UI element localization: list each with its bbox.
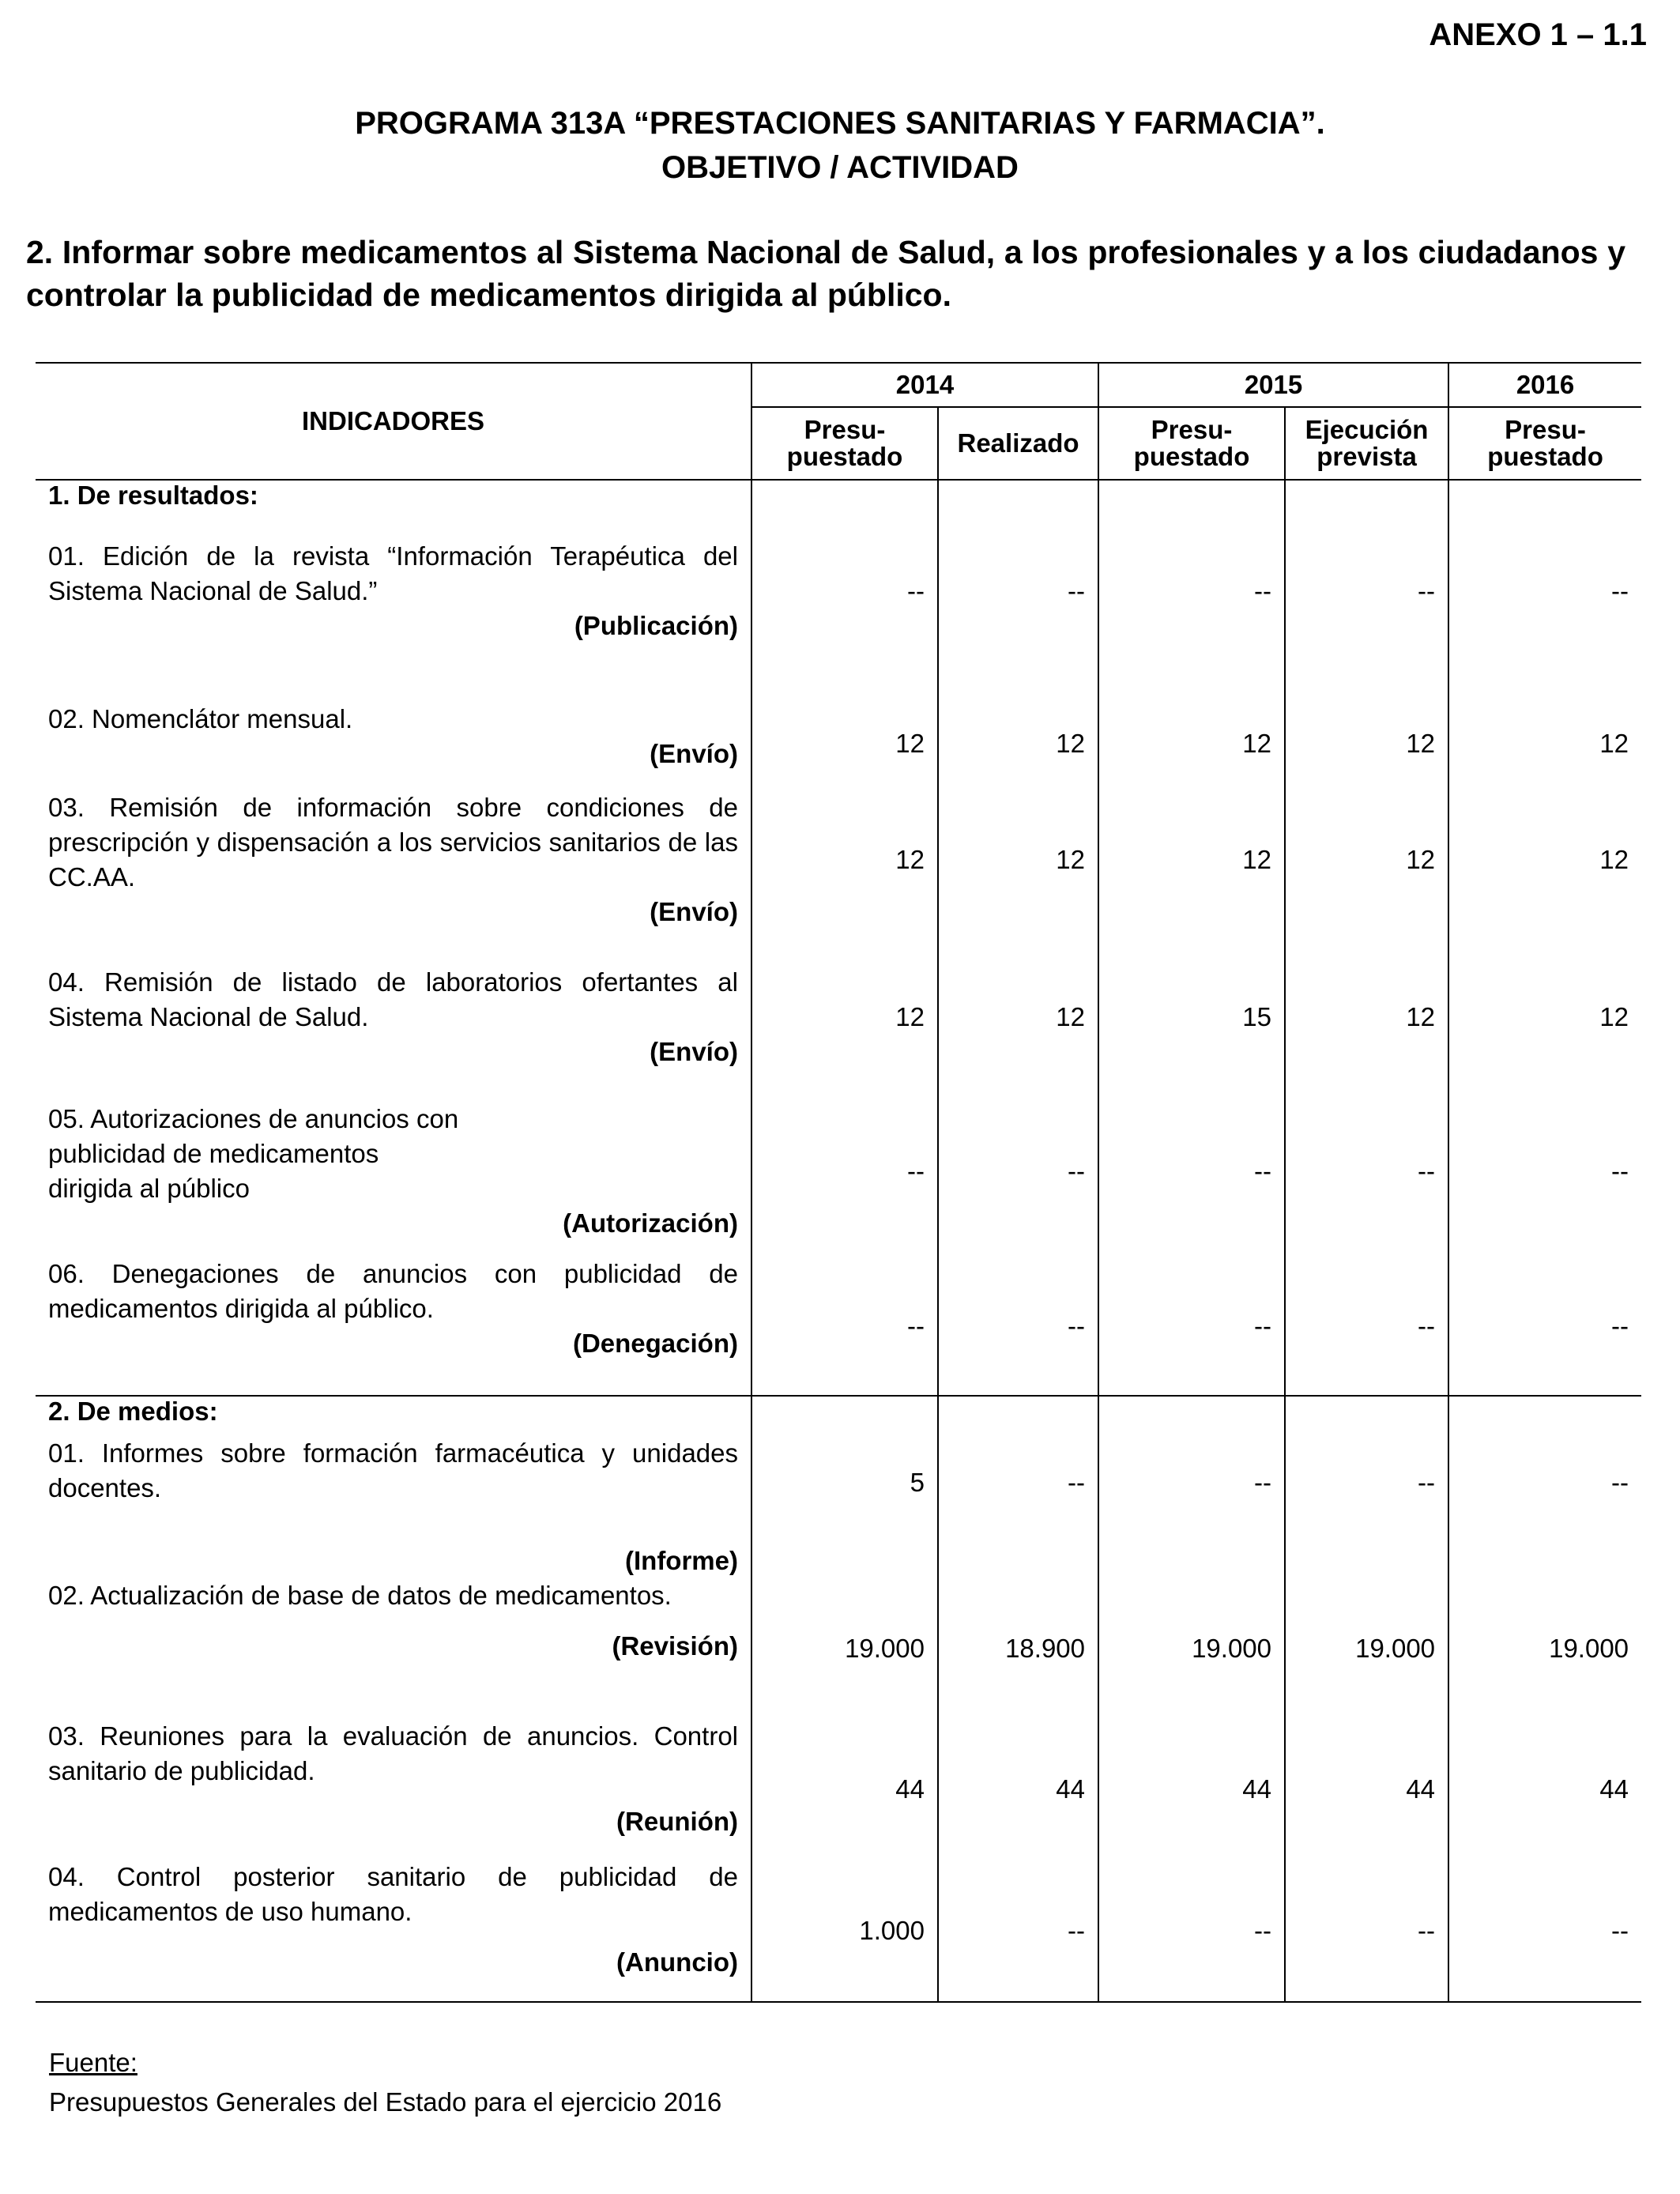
year-2014-header: 2014 xyxy=(751,363,1098,407)
value-cell: -- xyxy=(1448,520,1641,662)
indicator-cell xyxy=(36,662,751,771)
indicator-unit: (Envío) xyxy=(650,739,738,768)
program-title-line1: PROGRAMA 313A “PRESTACIONES SANITARIAS Y FARMACIA”. xyxy=(355,106,1325,141)
subheader-text: puestado xyxy=(1133,442,1250,471)
program-title-line2: OBJETIVO / ACTIVIDAD xyxy=(661,150,1019,185)
value-cell: 12 xyxy=(1285,662,1448,771)
value-cell: 12 xyxy=(1098,771,1285,948)
indicator-unit: (Denegación) xyxy=(572,1329,738,1358)
value-cell: 12 xyxy=(751,771,938,948)
indicators-table xyxy=(36,362,1641,2003)
value-cell: 12 xyxy=(938,948,1098,1086)
indicator-description: 01. Edición de la revista “Información Terapéutica del Sistema Nacional de Salud.” xyxy=(48,541,738,605)
value-cell: 44 xyxy=(1285,1719,1448,1860)
indicator-cell xyxy=(36,1257,751,1396)
value-cell: 44 xyxy=(1448,1719,1641,1860)
indicators-header: INDICADORES xyxy=(36,363,751,480)
value-cell: 12 xyxy=(1285,771,1448,948)
value-cell: -- xyxy=(1448,1086,1641,1257)
value-cell: -- xyxy=(1285,1436,1448,1578)
source-label: Fuente: xyxy=(49,2048,137,2077)
value-cell: -- xyxy=(938,520,1098,662)
value-cell: -- xyxy=(1448,1436,1641,1578)
indicator-cell xyxy=(36,771,751,948)
value-cell: 19.000 xyxy=(1098,1578,1285,1719)
source-text: Presupuestos Generales del Estado para el ejercicio 2016 xyxy=(49,2087,722,2117)
indicator-unit: (Anuncio) xyxy=(616,1947,738,1977)
table-row xyxy=(36,662,1641,771)
table-row xyxy=(36,520,1641,662)
value-cell: -- xyxy=(938,1257,1098,1396)
objective-heading: 2. Informar sobre medicamentos al Sistema Nacional de Salud, a los profesionales y a los ciudadanos y controlar la publicidad de medicamentos dirigida al público. xyxy=(26,234,1625,313)
year-2016-header: 2016 xyxy=(1448,363,1641,407)
indicator-cell xyxy=(36,1860,751,2002)
value-cell: -- xyxy=(751,1257,938,1396)
value-cell: 12 xyxy=(1448,771,1641,948)
subheader-2014-realizado xyxy=(938,407,1098,480)
value-cell: -- xyxy=(1098,1436,1285,1578)
indicator-unit: (Revisión) xyxy=(612,1631,738,1661)
indicator-description: 03. Remisión de información sobre condiciones de prescripción y dispensación a los servicios sanitarios de las CC.AA. xyxy=(48,793,738,892)
value-cell: -- xyxy=(1448,1860,1641,2002)
value-cell: 19.000 xyxy=(1448,1578,1641,1719)
table-row xyxy=(36,1086,1641,1257)
subheader-2014-presupuestado xyxy=(751,407,938,480)
table-row xyxy=(36,1860,1641,2002)
value-cell: 44 xyxy=(751,1719,938,1860)
subheader-text: Presu- xyxy=(1151,415,1233,444)
indicator-description: 06. Denegaciones de anuncios con publicidad de medicamentos dirigida al público. xyxy=(48,1259,738,1323)
indicator-description: 03. Reuniones para la evaluación de anuncios. Control sanitario de publicidad. xyxy=(48,1721,738,1785)
table-row xyxy=(36,1257,1641,1396)
subheader-2016-presupuestado xyxy=(1448,407,1641,480)
indicator-description: 04. Control posterior sanitario de publicidad de medicamentos de uso humano. xyxy=(48,1862,738,1926)
value-cell: 12 xyxy=(1285,948,1448,1086)
indicator-cell xyxy=(36,1436,751,1578)
value-cell: 12 xyxy=(751,948,938,1086)
subheader-2015-ejecucion-prevista xyxy=(1285,407,1448,480)
value-cell: 12 xyxy=(751,662,938,771)
indicator-description: 04. Remisión de listado de laboratorios ofertantes al Sistema Nacional de Salud. xyxy=(48,967,738,1031)
subheader-text: prevista xyxy=(1317,442,1417,471)
value-cell: -- xyxy=(1098,520,1285,662)
table-row xyxy=(36,948,1641,1086)
indicator-description-line: dirigida al público xyxy=(48,1174,250,1203)
value-cell: -- xyxy=(1285,1086,1448,1257)
indicator-description-line: 05. Autorizaciones de anuncios con xyxy=(48,1104,459,1133)
value-cell: 12 xyxy=(938,662,1098,771)
table-row xyxy=(36,771,1641,948)
indicator-cell xyxy=(36,1719,751,1860)
value-cell: -- xyxy=(1098,1860,1285,2002)
program-title xyxy=(0,101,1680,190)
value-cell: -- xyxy=(751,1086,938,1257)
subheader-text: Ejecución xyxy=(1305,415,1429,444)
indicator-description-line: publicidad de medicamentos xyxy=(48,1139,379,1168)
year-2015-header: 2015 xyxy=(1098,363,1448,407)
value-cell: -- xyxy=(1285,1257,1448,1396)
table-row xyxy=(36,1578,1641,1719)
indicator-cell xyxy=(36,520,751,662)
indicator-description: 01. Informes sobre formación farmacéutica y unidades docentes. xyxy=(48,1438,738,1502)
value-cell: 15 xyxy=(1098,948,1285,1086)
subheader-text: puestado xyxy=(786,442,903,471)
section-title-resultados: 1. De resultados: xyxy=(48,481,258,510)
value-cell: 19.000 xyxy=(1285,1578,1448,1719)
subheader-text: puestado xyxy=(1487,442,1603,471)
value-cell: 44 xyxy=(938,1719,1098,1860)
value-cell: -- xyxy=(1285,520,1448,662)
value-cell: 12 xyxy=(938,771,1098,948)
value-cell: -- xyxy=(938,1860,1098,2002)
source-note xyxy=(49,2043,721,2122)
value-cell: -- xyxy=(1098,1257,1285,1396)
indicator-unit: (Reunión) xyxy=(616,1807,738,1836)
indicator-cell xyxy=(36,1086,751,1257)
indicator-cell xyxy=(36,1578,751,1719)
value-cell: 12 xyxy=(1448,662,1641,771)
indicator-unit: (Envío) xyxy=(650,897,738,926)
value-cell: 1.000 xyxy=(751,1860,938,2002)
value-cell: -- xyxy=(938,1436,1098,1578)
annex-label: ANEXO 1 – 1.1 xyxy=(1429,17,1647,52)
value-cell: -- xyxy=(1448,1257,1641,1396)
table-row xyxy=(36,1719,1641,1860)
indicator-cell xyxy=(36,948,751,1086)
value-cell: -- xyxy=(1098,1086,1285,1257)
indicator-unit: (Publicación) xyxy=(574,611,738,640)
indicator-unit: (Informe) xyxy=(625,1546,738,1575)
section-title-medios: 2. De medios: xyxy=(36,1396,751,1436)
value-cell: 44 xyxy=(1098,1719,1285,1860)
table-row xyxy=(36,1436,1641,1578)
value-cell: -- xyxy=(751,520,938,662)
value-cell: 12 xyxy=(1098,662,1285,771)
subheader-2015-presupuestado xyxy=(1098,407,1285,480)
subheader-text: Realizado xyxy=(957,428,1079,458)
indicator-description: 02. Actualización de base de datos de medicamentos. xyxy=(48,1581,672,1610)
value-cell: -- xyxy=(938,1086,1098,1257)
subheader-text: Presu- xyxy=(804,415,886,444)
value-cell: 12 xyxy=(1448,948,1641,1086)
value-cell: 18.900 xyxy=(938,1578,1098,1719)
indicator-unit: (Autorización) xyxy=(563,1208,738,1238)
subheader-text: Presu- xyxy=(1505,415,1586,444)
value-cell: 5 xyxy=(751,1436,938,1578)
indicator-description: 02. Nomenclátor mensual. xyxy=(48,704,353,733)
value-cell: -- xyxy=(1285,1860,1448,2002)
indicator-unit: (Envío) xyxy=(650,1037,738,1066)
value-cell: 19.000 xyxy=(751,1578,938,1719)
